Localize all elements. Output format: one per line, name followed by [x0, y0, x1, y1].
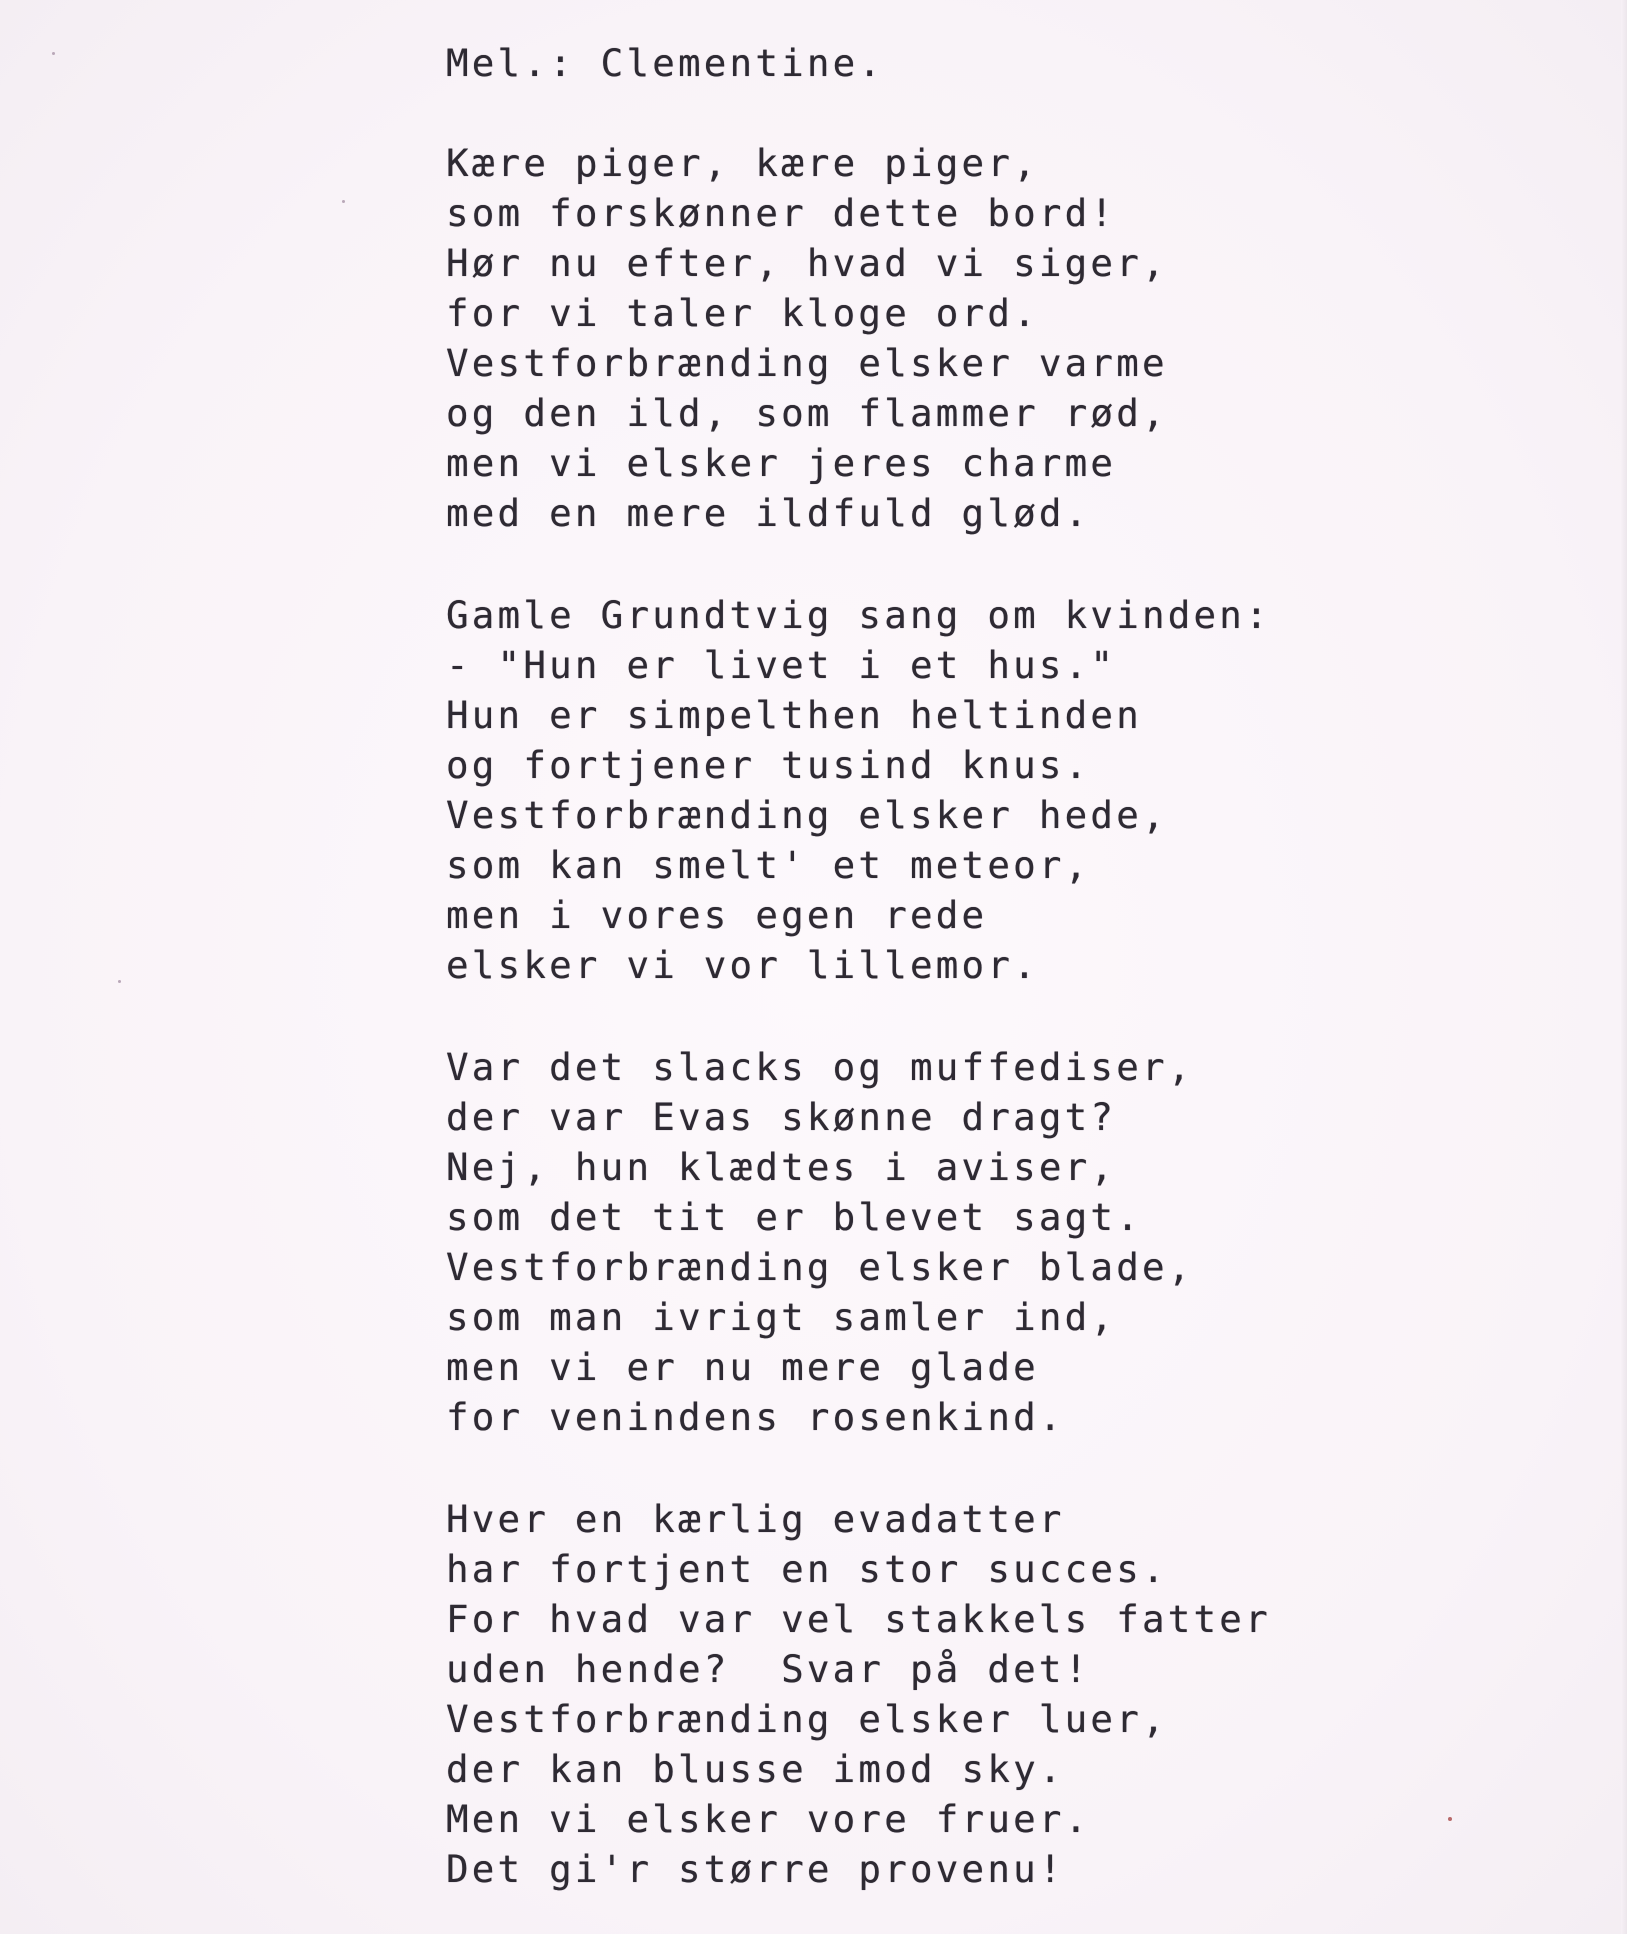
verse-line: Hør nu efter, hvad vi siger, [446, 241, 1168, 285]
stanza-2 [446, 590, 1346, 990]
verse-line: Det gi'r større provenu! [446, 1847, 1065, 1891]
verse-line: Vestforbrænding elsker hede, [446, 793, 1168, 837]
paper-speck [342, 200, 345, 203]
verse-line: men i vores egen rede [446, 893, 988, 937]
stanza-1 [446, 138, 1346, 538]
verse-line: Kære piger, kære piger, [446, 141, 1039, 185]
verse-line: og den ild, som flammer rød, [446, 391, 1168, 435]
verse-line: der kan blusse imod sky. [446, 1747, 1065, 1791]
paper-edge-shadow [1621, 0, 1627, 1934]
verse-line: der var Evas skønne dragt? [446, 1095, 1117, 1139]
verse-line: og fortjener tusind knus. [446, 743, 1091, 787]
paper-speck [118, 980, 121, 983]
verse-line: som det tit er blevet sagt. [446, 1195, 1142, 1239]
verse-line: Hver en kærlig evadatter [446, 1497, 1065, 1541]
verse-line: men vi er nu mere glade [446, 1345, 1039, 1389]
typewritten-song [446, 38, 1346, 1894]
verse-line: For hvad var vel stakkels fatter [446, 1597, 1271, 1641]
verse-line: Vestforbrænding elsker luer, [446, 1697, 1168, 1741]
verse-line: Var det slacks og muffediser, [446, 1045, 1194, 1089]
paper-speck [52, 52, 55, 55]
paper-speck [1448, 1817, 1452, 1821]
melody-line: Mel.: Clementine. [446, 41, 885, 85]
stanza-4 [446, 1494, 1346, 1894]
verse-line: men vi elsker jeres charme [446, 441, 1117, 485]
verse-line: Men vi elsker vore fruer. [446, 1797, 1091, 1841]
verse-line: med en mere ildfuld glød. [446, 491, 1091, 535]
stanza-3 [446, 1042, 1346, 1442]
verse-line: elsker vi vor lillemor. [446, 943, 1039, 987]
verse-line: Vestforbrænding elsker blade, [446, 1245, 1194, 1289]
verse-line: har fortjent en stor succes. [446, 1547, 1168, 1591]
verse-line: Gamle Grundtvig sang om kvinden: [446, 593, 1271, 637]
verse-line: som man ivrigt samler ind, [446, 1295, 1117, 1339]
verse-line: uden hende? Svar på det! [446, 1647, 1091, 1691]
verse-line: Vestforbrænding elsker varme [446, 341, 1168, 385]
verse-line: for vi taler kloge ord. [446, 291, 1039, 335]
verse-line: - "Hun er livet i et hus." [446, 643, 1117, 687]
verse-line: som forskønner dette bord! [446, 191, 1117, 235]
verse-line: Nej, hun klædtes i aviser, [446, 1145, 1117, 1189]
verse-line: Hun er simpelthen heltinden [446, 693, 1142, 737]
verse-line: som kan smelt' et meteor, [446, 843, 1091, 887]
verse-line: for venindens rosenkind. [446, 1395, 1065, 1439]
